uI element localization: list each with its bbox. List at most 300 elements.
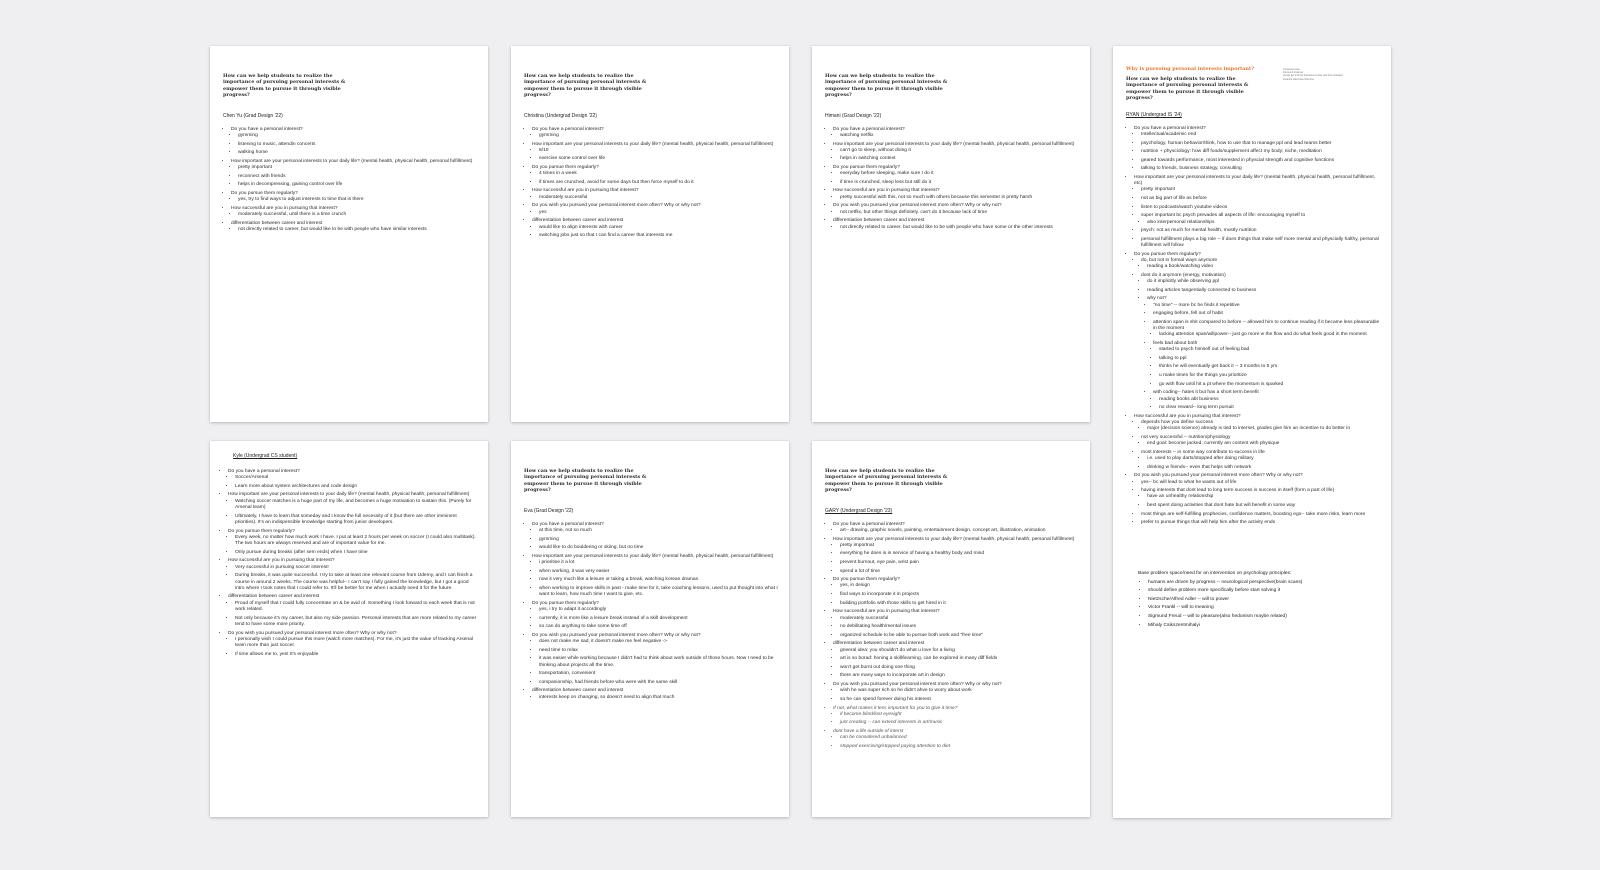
note-question bbox=[833, 641, 1080, 679]
note-answer bbox=[840, 665, 1080, 671]
note-question bbox=[833, 729, 1080, 750]
sub-notes bbox=[833, 210, 1080, 216]
note-question bbox=[231, 191, 478, 204]
why-question: Why is pursuing personal interests important? bbox=[1126, 66, 1255, 72]
note-text: find ways to incorporate it in projects bbox=[840, 592, 920, 598]
note-text: with coding-- hates it but has a short term benefit bbox=[1153, 390, 1259, 396]
note-answer bbox=[1147, 279, 1381, 285]
note-answer bbox=[1141, 258, 1381, 271]
note-answer bbox=[1159, 397, 1381, 403]
note-question bbox=[231, 127, 478, 157]
note-answer bbox=[840, 210, 1080, 216]
interview-page-himani bbox=[812, 46, 1090, 422]
note-question bbox=[1134, 126, 1381, 173]
note-text: have an unhealthy relationship bbox=[1147, 494, 1214, 500]
note-answer bbox=[1147, 220, 1381, 226]
note-answer bbox=[840, 560, 1080, 566]
note-question bbox=[1148, 597, 1381, 603]
note-text: spend a lot of time bbox=[840, 568, 880, 574]
sub-notes bbox=[833, 735, 1080, 750]
note-answer bbox=[840, 720, 1080, 726]
sub-notes bbox=[231, 165, 478, 188]
note-text: How important are your personal interests to your daily life? (mental health, physical health, personal fulfillment) bbox=[532, 553, 774, 559]
note-text: Sigmund Freud -- will to pleasure(also hedonism maybe related) bbox=[1148, 613, 1287, 619]
note-text: transportation, convenient bbox=[539, 671, 596, 677]
note-question bbox=[228, 469, 478, 490]
note-answer bbox=[840, 592, 1080, 598]
note-text: How successful are you in pursuing that interest? bbox=[833, 609, 940, 615]
note-answer bbox=[1159, 332, 1381, 338]
note-question bbox=[833, 682, 1080, 703]
note-answer bbox=[238, 165, 478, 171]
note-text: most things are self-fulfilling prophecies, confidence matters, boosting ego-- take more risks, learn more bbox=[1141, 511, 1366, 517]
note-text: no debilitating health/mental issues bbox=[840, 624, 917, 630]
side-note: Unnamed notes bbox=[1283, 68, 1300, 71]
interview-notes bbox=[1126, 126, 1381, 527]
note-text: Do you have a personal interest? bbox=[833, 521, 905, 527]
note-text: major (decision science) already is tied to interset, grades give him an incentive to do better in bbox=[1147, 426, 1351, 432]
note-text: During breaks, it was quite successful. I try to take at least one relevant course from Udemy, and I can finish a course in around 2 weeks. The course was helpful-- I can't say I fully gained the knowledge, but I got a good intro where I took notes that I could refer to. It'll be better for me when I actually need it for the future. bbox=[235, 573, 473, 591]
note-question bbox=[228, 558, 478, 592]
note-question bbox=[532, 633, 779, 686]
note-text: listen to podcasts/watch youtube videos bbox=[1141, 204, 1228, 210]
note-answer bbox=[235, 573, 478, 592]
note-text: Very successful in pursuing soccer interest! bbox=[235, 564, 329, 570]
note-text: now it very much like a leisure or taking a break, watching korean dramas bbox=[539, 577, 699, 583]
note-text: yes, in design bbox=[840, 583, 870, 589]
note-answer bbox=[235, 514, 478, 527]
note-answer bbox=[840, 528, 1080, 534]
note-answer bbox=[235, 652, 478, 658]
base-problem-title: Base problem space/need for an intervention on psychology principles: bbox=[1138, 570, 1292, 576]
note-text: Do you wish you pursued your personal interest more often? Why or why not? bbox=[228, 630, 397, 636]
note-text: u make times for the things you prioritize bbox=[1159, 373, 1247, 379]
note-answer bbox=[238, 182, 478, 188]
note-question bbox=[228, 631, 478, 658]
note-text: most interests -- in some way contribute to success in life bbox=[1141, 449, 1265, 455]
note-question bbox=[833, 127, 1080, 140]
note-text: Do you have a personal interest? bbox=[532, 126, 604, 132]
note-text: reconnect with friends bbox=[238, 173, 286, 179]
note-text: reading articles tangentially connected to business bbox=[1147, 287, 1257, 293]
interview-notes bbox=[223, 127, 478, 234]
note-question bbox=[228, 594, 478, 628]
interview-notes bbox=[220, 469, 478, 658]
note-answer bbox=[238, 227, 478, 233]
note-text: Do you pursue them regularly? bbox=[833, 165, 900, 170]
note-text: won't get burnt out doing one thing bbox=[840, 664, 915, 670]
sub-notes bbox=[1134, 420, 1381, 471]
note-text: gymming bbox=[539, 536, 559, 542]
note-text: Do you pursue them regularly? bbox=[532, 165, 599, 170]
note-answer bbox=[1141, 228, 1381, 234]
note-text: do it implicitly while observing ppl bbox=[1147, 279, 1220, 285]
sub-notes bbox=[532, 607, 779, 630]
note-question bbox=[532, 601, 779, 631]
note-answer bbox=[238, 212, 478, 218]
sub-notes bbox=[231, 197, 478, 203]
note-text: dont have a life outside of interst bbox=[833, 728, 904, 734]
note-answer bbox=[840, 148, 1080, 154]
interviewee-name: Christina (Undergrad Design '22) bbox=[524, 112, 597, 119]
note-text: talking to friends, business strategy, consulting bbox=[1141, 166, 1242, 172]
note-question bbox=[532, 203, 779, 216]
note-answer bbox=[539, 195, 779, 201]
note-text: art-- drawing, graphic novels, painting, entertainment design, concept art, illustration, animation bbox=[840, 527, 1046, 533]
note-text: attention span is shit compared to before -- allowed him to continue reading if it became less pleasurable in the moment bbox=[1153, 319, 1380, 332]
note-answer bbox=[539, 537, 779, 543]
note-text: yes, i try to adapt it accordingly bbox=[539, 606, 607, 612]
note-answer bbox=[539, 233, 779, 239]
sub-notes bbox=[833, 171, 1080, 186]
note-text: end goal: become jacked, currently am content with physique bbox=[1147, 441, 1280, 447]
note-answer bbox=[235, 535, 478, 548]
note-question bbox=[1148, 588, 1381, 594]
note-answer bbox=[238, 142, 478, 148]
note-text: moderately successful bbox=[539, 194, 588, 200]
note-text: pretty importnat bbox=[840, 542, 874, 548]
note-answer bbox=[235, 484, 478, 490]
note-text: stopped exercising/stopped paying attention to diet bbox=[840, 743, 951, 749]
note-text: Learn more about system architectures and code design bbox=[235, 483, 358, 489]
note-question bbox=[833, 142, 1080, 163]
note-text: Do you pursue them regularly? bbox=[833, 577, 900, 583]
note-answer bbox=[840, 543, 1080, 549]
note-answer bbox=[1159, 405, 1381, 411]
note-answer bbox=[1141, 158, 1381, 164]
note-text: gymming bbox=[539, 132, 559, 138]
sub-notes bbox=[1141, 426, 1381, 432]
note-text: prefer to pursue things that will help him after the activity ends bbox=[1141, 520, 1276, 526]
note-text: yes-- bc will lead to what he wants out of life bbox=[1141, 479, 1237, 485]
note-text: would like to align interests with career bbox=[539, 224, 623, 230]
note-text: there are many ways to incorporate art in design bbox=[840, 673, 945, 679]
note-question bbox=[532, 165, 779, 186]
note-question bbox=[1148, 614, 1381, 620]
note-answer bbox=[1141, 480, 1381, 486]
note-text: geared towards performance, most interested in physcial strength and cognitive functions bbox=[1141, 157, 1335, 163]
note-text: not directly related to career, but would like to be with people who have similar interests bbox=[238, 226, 427, 232]
note-question bbox=[833, 165, 1080, 186]
interview-notes bbox=[825, 127, 1080, 231]
base-problem-section bbox=[1126, 571, 1381, 629]
note-text: Soccer/Arsenal bbox=[235, 475, 269, 481]
note-answer bbox=[1141, 420, 1381, 433]
note-text: Do you wish you pursued your personal interest more often? Why or why not? bbox=[833, 203, 1002, 209]
sub-notes bbox=[1134, 480, 1381, 527]
note-answer bbox=[235, 499, 478, 512]
sub-notes bbox=[1141, 279, 1381, 411]
note-answer bbox=[1147, 494, 1381, 500]
note-text: i prioritise it a lot bbox=[539, 560, 575, 565]
note-text: can't go to sleep, without doing it bbox=[840, 147, 911, 153]
research-question: How can we help students to realize the importance of pursuing personal interests & empower them to pursue it through visible progress? bbox=[223, 73, 346, 99]
sub-notes bbox=[532, 210, 779, 216]
note-text: exercise some control over life bbox=[539, 156, 606, 162]
note-answer bbox=[840, 225, 1080, 231]
note-text: would like to do bouldering or skiing, but no time bbox=[539, 545, 644, 551]
note-answer bbox=[840, 712, 1080, 718]
note-text: Mihaly Csikszentmihalyi bbox=[1148, 622, 1200, 628]
note-answer bbox=[840, 673, 1080, 679]
note-answer bbox=[840, 156, 1080, 162]
note-text: nutrition + physciology: how diff foods/supplement affect my body; niche, meditation bbox=[1141, 149, 1322, 155]
note-text: pretty successful with this, not so much with others because this semester is pretty harsh bbox=[840, 194, 1033, 200]
note-text: when working to improve skills in past - make time for it, take coaching lessons, used to put thought into what I want to learn, how much time I want to give, etc. bbox=[539, 585, 778, 598]
note-answer bbox=[1141, 149, 1381, 155]
note-answer bbox=[1147, 288, 1381, 294]
note-text: humans are driven by progress -- neurological perspective(brain scans) bbox=[1148, 579, 1303, 585]
sub-notes bbox=[833, 543, 1080, 575]
note-answer bbox=[539, 210, 779, 216]
note-answer bbox=[1147, 456, 1381, 462]
interview-page-gary bbox=[812, 441, 1090, 817]
note-text: yes, try to find ways to adjust interests to time that is there bbox=[238, 197, 364, 203]
note-answer bbox=[539, 577, 779, 583]
sub-notes bbox=[532, 639, 779, 686]
note-text: it was easier while working because I didn't had to think about work outside of those hours. Now I need to be thinking about projects all the time. bbox=[539, 656, 774, 668]
note-answer bbox=[1141, 512, 1381, 518]
note-question bbox=[228, 529, 478, 556]
interviewee-name: GARY (Undergrad Design '23) bbox=[825, 507, 893, 514]
note-text: How important are your personal interests to your daily life? (mental health, physical health, personal fulfillment, etc) bbox=[1134, 174, 1376, 187]
interviewee-name: Himani (Grad Design '22) bbox=[825, 112, 882, 119]
note-text: currently, it is more like a leisure break instead of a skill development bbox=[539, 615, 688, 621]
note-text: psych: not as much for mental health, mostly nutrition bbox=[1141, 228, 1257, 234]
sub-notes bbox=[1147, 303, 1381, 412]
note-answer bbox=[238, 174, 478, 180]
note-text: How important are your personal interests to your daily life? (mental health, physical health, personal fulfillment) bbox=[833, 141, 1075, 147]
note-answer bbox=[840, 744, 1080, 750]
sub-notes bbox=[1141, 264, 1381, 270]
note-text: helps in switching context bbox=[840, 156, 896, 162]
sub-notes bbox=[532, 195, 779, 201]
research-question: How can we help students to realize the importance of pursuing personal interests & empower them to pursue it through visible progress? bbox=[825, 468, 948, 494]
research-question: How can we help students to realize the importance of pursuing personal interests & empower them to pursue it through visible progress? bbox=[1126, 76, 1249, 102]
note-answer bbox=[235, 475, 478, 481]
note-text: Only pursue during breaks (after sem ends) when I have time bbox=[235, 549, 368, 555]
note-answer bbox=[1147, 296, 1381, 411]
note-answer bbox=[840, 648, 1080, 654]
note-answer bbox=[1141, 187, 1381, 193]
sub-notes bbox=[1134, 132, 1381, 173]
note-question bbox=[228, 492, 478, 526]
note-answer bbox=[1141, 237, 1381, 250]
note-text: 4 times in a week bbox=[539, 171, 577, 177]
note-text: "no time" -- more bc he finds it repetitive bbox=[1153, 302, 1240, 308]
note-answer bbox=[539, 624, 779, 630]
note-answer bbox=[539, 607, 779, 613]
interview-page-ryan bbox=[1113, 46, 1391, 818]
note-answer bbox=[235, 616, 478, 629]
note-text: Every week, no matter how much work I have. I put at least 2 hours per week on soccer (I could also multitask). The two hours are always reserved and are of important value for me. bbox=[235, 534, 476, 547]
note-text: no clear reward-- long term pursuit bbox=[1159, 405, 1234, 411]
note-text: psychology, human behavior/think, how to use that to manage ppl and lead teams better bbox=[1141, 140, 1332, 146]
note-answer bbox=[1147, 441, 1381, 447]
note-answer bbox=[840, 569, 1080, 575]
note-answer bbox=[539, 639, 779, 645]
sub-notes bbox=[532, 528, 779, 551]
note-answer bbox=[1153, 303, 1381, 309]
note-text: Do you wish you pursued your personal interest more often? Why or why not? bbox=[1134, 473, 1303, 479]
note-text: Do you have a personal interest? bbox=[228, 469, 300, 474]
note-question bbox=[1148, 605, 1381, 611]
note-answer bbox=[840, 735, 1080, 741]
note-text: building portfolio with those skills to get hired in it bbox=[840, 600, 946, 606]
sub-notes bbox=[231, 133, 478, 156]
note-answer bbox=[840, 697, 1080, 703]
sub-notes bbox=[231, 212, 478, 218]
note-text: just creating -- can extend interests in art/music bbox=[840, 720, 943, 726]
psychology-principles bbox=[1138, 580, 1381, 629]
note-text: not netflix, but other things definitely. can't do it because lack of time bbox=[840, 209, 988, 215]
note-answer bbox=[1153, 320, 1381, 339]
note-answer bbox=[840, 551, 1080, 557]
note-text: watching netflix bbox=[840, 132, 874, 138]
interview-page-eva bbox=[511, 441, 789, 817]
note-text: Do you have a personal interest? bbox=[532, 521, 604, 527]
note-text: Victor Frankl -- will to meaning bbox=[1148, 605, 1214, 611]
note-answer bbox=[1141, 141, 1381, 147]
note-question bbox=[532, 218, 779, 239]
note-text: at this time, not so much bbox=[539, 527, 593, 533]
note-text: pretty important bbox=[238, 165, 272, 170]
note-text: go with flow until hit a pt where the momentum is sparked bbox=[1159, 381, 1284, 387]
note-text: so can do anything to take some time off bbox=[539, 624, 627, 630]
note-text: if times are crunched, avoid for some days but then force myself to do it bbox=[539, 179, 694, 185]
sub-notes bbox=[532, 225, 779, 240]
note-text: How successful are you in pursuing that interest? bbox=[833, 188, 940, 194]
note-text: engaging before, fell out of habit bbox=[1153, 311, 1223, 317]
interviewee-name: Kyle (Undergrad CS student) bbox=[233, 453, 298, 459]
note-answer bbox=[238, 133, 478, 139]
note-answer bbox=[1153, 341, 1381, 388]
note-text: Intellectual/academic end bbox=[1141, 131, 1197, 137]
research-question: How can we help students to realize the importance of pursuing personal interests & empower them to pursue it through visible progress? bbox=[825, 73, 948, 99]
sub-notes bbox=[1153, 332, 1381, 338]
interview-page-chen-yu bbox=[210, 46, 488, 422]
note-answer bbox=[539, 133, 779, 139]
note-answer bbox=[1141, 435, 1381, 448]
sub-notes bbox=[1141, 494, 1381, 509]
note-text: not very successful -- nutrition/physiology bbox=[1141, 434, 1231, 440]
note-answer bbox=[1159, 356, 1381, 362]
note-text: 8/10 bbox=[539, 147, 549, 153]
note-question bbox=[833, 188, 1080, 201]
note-text: Do you wish you pursued your personal interest more often? Why or why not? bbox=[532, 203, 701, 209]
note-text: organized schedule to be able to pursue both work and "free time" bbox=[840, 632, 983, 638]
note-question bbox=[833, 522, 1080, 535]
note-text: Do you have a personal interest? bbox=[231, 126, 303, 132]
note-text: listening to music, attendin concerts bbox=[238, 141, 316, 147]
sub-notes bbox=[833, 133, 1080, 139]
note-answer bbox=[840, 633, 1080, 639]
note-question bbox=[833, 706, 1080, 727]
note-question bbox=[1134, 414, 1381, 471]
note-text: How important are your personal interests to your daily life? (mental health, physical health, personal fulfillment) bbox=[231, 158, 473, 164]
note-answer bbox=[1147, 264, 1381, 270]
note-answer bbox=[1159, 364, 1381, 370]
sub-notes bbox=[532, 133, 779, 139]
note-answer bbox=[539, 148, 779, 154]
sub-notes bbox=[833, 528, 1080, 534]
note-text: If time allows me to, yes! It's enjoyable bbox=[235, 651, 319, 657]
note-text: reading a book/watching video bbox=[1147, 264, 1214, 270]
note-text: Do you have a personal interest? bbox=[1134, 125, 1206, 131]
note-answer bbox=[539, 180, 779, 186]
note-question bbox=[231, 221, 478, 234]
note-answer bbox=[840, 195, 1080, 201]
note-text: prevent burnout, eye pain, wrist pain bbox=[840, 560, 919, 565]
sub-notes bbox=[833, 225, 1080, 231]
note-answer bbox=[1147, 465, 1381, 471]
sub-notes bbox=[1141, 220, 1381, 226]
sub-notes bbox=[228, 637, 478, 658]
note-text: should define problem more specifically before start solving it bbox=[1148, 588, 1281, 594]
note-text: walking home bbox=[238, 150, 268, 156]
note-answer bbox=[1153, 390, 1381, 411]
note-text: so he can spend forever doing his interest bbox=[840, 696, 931, 702]
note-answer bbox=[840, 171, 1080, 177]
note-question bbox=[532, 522, 779, 552]
note-answer bbox=[539, 616, 779, 622]
note-answer bbox=[539, 648, 779, 654]
note-question bbox=[532, 688, 779, 701]
note-text: having interests that dont lead to long term success is success in itself (form a part of life) bbox=[1141, 488, 1335, 494]
note-answer bbox=[235, 550, 478, 556]
sub-notes bbox=[532, 171, 779, 186]
sub-notes bbox=[228, 601, 478, 628]
note-question bbox=[833, 609, 1080, 639]
sub-notes bbox=[532, 560, 779, 598]
note-text: depends how you define success bbox=[1141, 420, 1214, 426]
note-answer bbox=[840, 133, 1080, 139]
note-text: differentiation between career and interest bbox=[228, 594, 320, 600]
note-text: super important bc psych prevades all aspects of life: encouraging myself to bbox=[1141, 213, 1306, 219]
note-question bbox=[532, 554, 779, 599]
interview-page-christina bbox=[511, 46, 789, 422]
note-text: do, but not in formal ways anymore bbox=[1141, 257, 1218, 263]
note-text: moderately successful, until there is a time crunch bbox=[238, 211, 347, 217]
note-text: can be considered unbalanced bbox=[840, 735, 907, 741]
note-answer bbox=[1153, 311, 1381, 317]
interviewee-name: RYAN (Undergrad IS '24) bbox=[1126, 111, 1182, 118]
note-answer bbox=[1141, 273, 1381, 412]
note-answer bbox=[1141, 520, 1381, 526]
note-answer bbox=[1141, 132, 1381, 138]
note-answer bbox=[235, 637, 478, 650]
side-note: students often have little time bbox=[1283, 77, 1314, 81]
note-text: Watching soccer matches is a huge part of my life, and becomes a huge motivation to sustain this. (Purely for Arsenal team) bbox=[235, 498, 472, 511]
sub-notes bbox=[228, 535, 478, 556]
interview-notes bbox=[524, 522, 779, 701]
note-question bbox=[532, 127, 779, 140]
sub-notes bbox=[228, 499, 478, 526]
note-text: companionship, had friends before who were with the same skill bbox=[539, 679, 678, 685]
note-text: differentiation between career and interest bbox=[532, 688, 624, 694]
note-text: talking to ppl bbox=[1159, 355, 1187, 361]
note-answer bbox=[1159, 373, 1381, 379]
side-notes bbox=[1283, 68, 1363, 81]
note-answer bbox=[539, 560, 779, 566]
note-answer bbox=[1141, 166, 1381, 172]
note-question bbox=[833, 203, 1080, 216]
note-text: Ultimately, I have to learn that someday and I know the full necessity of it (but there are other imminent priorities). It's an indispensible knowledge starting from junior developers. bbox=[235, 513, 457, 525]
note-answer bbox=[1141, 205, 1381, 211]
sub-notes bbox=[228, 475, 478, 490]
note-answer bbox=[840, 656, 1080, 662]
note-text: lacking attention span/willpower-- just go more w the flow and do what feels good in the moment bbox=[1159, 332, 1367, 338]
